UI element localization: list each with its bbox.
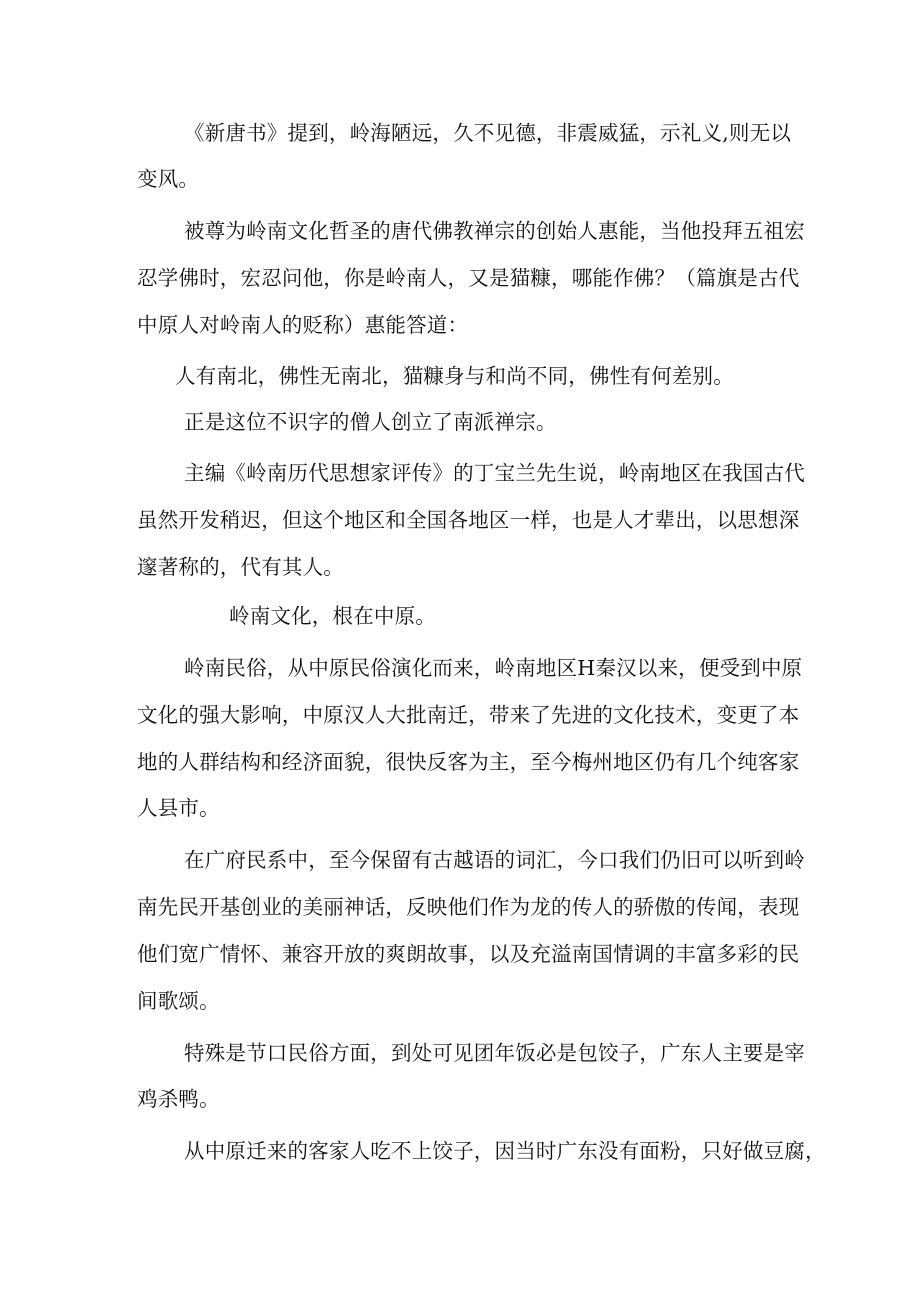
paragraph-8-line-1: 在广府民系中，至今保留有古越语的词汇，今口我们仍旧可以听到岭 <box>184 848 805 872</box>
paragraph-9-line-2: 鸡杀鸭。 <box>137 1087 220 1111</box>
paragraph-7-line-2: 文化的强大影响，中原汉人大批南迁，带来了先进的文化技术，变更了本 <box>137 703 800 727</box>
paragraph-5-line-1: 主编《岭南历代思想家评传》的丁宝兰先生说，岭南地区在我国古代 <box>184 461 805 485</box>
paragraph-5-line-2: 虽然开发稍迟，但这个地区和全国各地区一样，也是人才辈出，以思想深 <box>137 508 800 532</box>
paragraph-1-line-2: 变风。 <box>137 167 200 191</box>
paragraph-5-line-3: 邃著称的，代有其人。 <box>137 555 344 579</box>
paragraph-9-line-1: 特殊是节口民俗方面，到处可见团年饭必是包饺子，广东人主要是宰 <box>184 1041 805 1065</box>
paragraph-8-line-4: 间歌颂。 <box>137 989 220 1013</box>
paragraph-10-line-1: 从中原迁来的客家人吃不上饺子，因当时广东没有面粉，只好做豆腐， <box>184 1139 826 1163</box>
paragraph-6-line-1: 岭南文化，根在中原。 <box>229 604 436 628</box>
paragraph-2-line-2: 忍学佛时，宏忍问他，你是岭南人，又是猫糠，哪能作佛？（篇旗是古代 <box>137 266 800 290</box>
paragraph-2-line-3: 中原人对岭南人的贬称）惠能答道： <box>137 313 469 337</box>
paragraph-7-line-4: 人县市。 <box>137 796 220 820</box>
paragraph-3-line-1: 人有南北，佛性无南北，猫糠身与和尚不同，佛性有何差别。 <box>175 364 734 388</box>
paragraph-7-line-3: 地的人群结构和经济面貌，很快反客为主，至今梅州地区仍有几个纯客家 <box>137 750 800 774</box>
paragraph-4-line-1: 正是这位不识字的僧人创立了南派禅宗。 <box>184 410 557 434</box>
paragraph-7-line-1: 岭南民俗，从中原民俗演化而来，岭南地区H秦汉以来，便受到中原 <box>184 656 803 680</box>
paragraph-8-line-3: 他们宽广情怀、兼容开放的爽朗故事，以及充溢南国情调的丰富多彩的民 <box>137 942 800 966</box>
paragraph-8-line-2: 南先民开基创业的美丽神话，反映他们作为龙的传人的骄傲的传闻，表现 <box>137 895 800 919</box>
paragraph-2-line-1: 被尊为岭南文化哲圣的唐代佛教禅宗的创始人惠能，当他投拜五祖宏 <box>184 219 805 243</box>
paragraph-1-line-1: 《新唐书》提到，岭海陋远，久不见德，非震威猛，示礼义,则无以 <box>184 121 792 145</box>
